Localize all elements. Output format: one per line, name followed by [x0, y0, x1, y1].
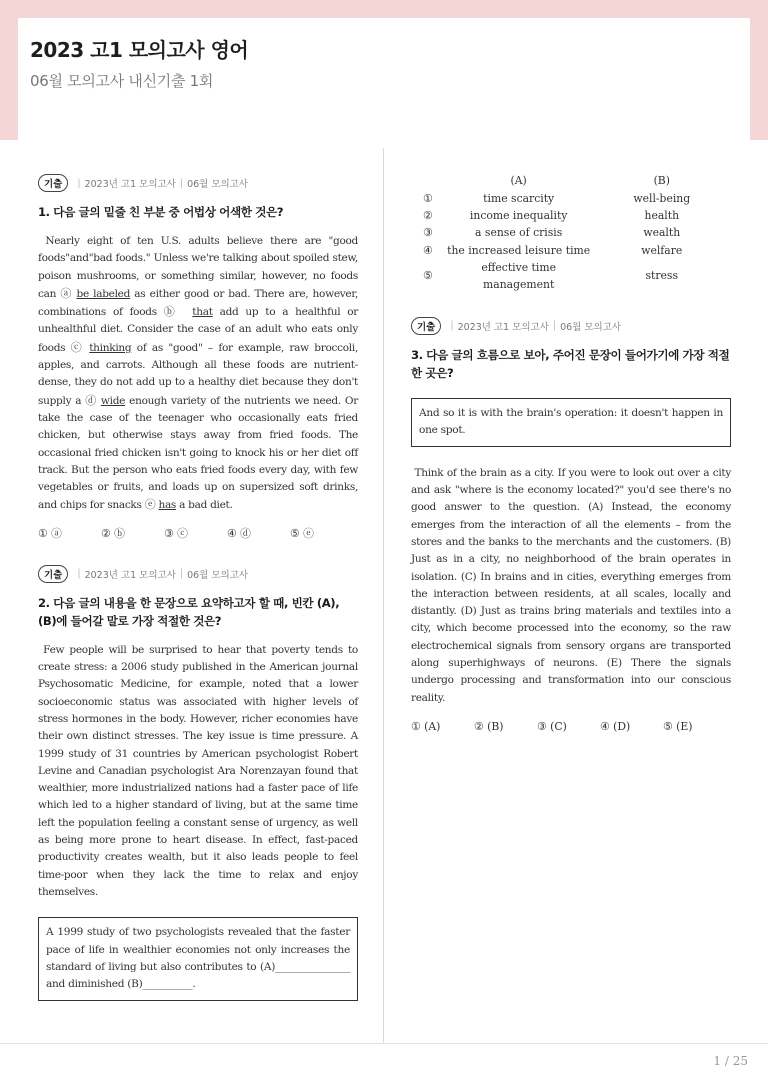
cell-b: well-being: [633, 191, 691, 205]
cell-a: a sense of crisis: [475, 226, 563, 240]
question-3-title: 3. 다음 글의 흐름으로 보아, 주어진 문장이 들어가기에 가장 적절한 곳은?: [411, 347, 730, 380]
question-2-passage: [38, 642, 358, 901]
question-3: [411, 317, 731, 733]
passage-text: Think of the brain as a city. If you were to look out over a city and ask "where is the economy located?" you'd see there's no good answer to the question. (A) Instead, the economy emerges from the interaction of all the elements – from the stores and the banks to the merchants and the customers. (B) Just as in a city, no neighborhood of the brain operates in isolation. (C) In brains and in cities, everything emerges from the interaction between residents, at all scales, locally and distantly. (D) Just as trains bring materials and textiles into a city, which become processed into the economy, so the raw electrochemical signals from sensory organs are transported along superhighways of neurons. (E) There the signals undergo processing and transformation into our conscious reality.: [411, 466, 731, 704]
page-title: 2023 고1 모의고사 영어: [30, 38, 249, 62]
column-b-header: (B): [653, 174, 670, 188]
row-number: ③: [423, 226, 433, 240]
question-1-title: 1. 다음 글의 밑줄 친 부분 중 어법상 어색한 것은?: [38, 205, 284, 219]
mark-d: ⓓ: [85, 393, 97, 407]
question-3-choices: [411, 720, 731, 733]
column-divider: [383, 148, 384, 1043]
source-year: 2023년 고1 모의고사: [84, 569, 176, 581]
passage-text: a bad diet.: [176, 499, 233, 512]
question-3-given-sentence: [411, 398, 731, 447]
footer-rule: [0, 1043, 768, 1044]
mark-a: ⓐ: [60, 286, 73, 300]
source-year: 2023년 고1 모의고사: [84, 179, 176, 190]
question-2-source: [38, 565, 358, 583]
cell-b: stress: [645, 269, 679, 283]
left-column: [38, 174, 358, 1001]
column-a-header: (A): [510, 174, 527, 188]
cell-a: time scarcity: [483, 191, 555, 205]
passage-text: Few people will be surprised to hear that poverty tends to create stress: a 2006 study published in the American journal Psychosomatic Medicine, for example, noted that a lower socioeconomic status was associated with higher levels of stress hormones in the body. However, richer economies have their own distinct stresses. The key issue is time pressure. A 1999 study of 31 countries by American psychologist Robert Levine and Canadian psychologist Ara Norenzayan found that wealthier, more industrialized nations had a faster pace of life which led to a higher standard of living, but at the same time left the population feeling a constant sense of urgency, as well as being more prone to heart disease. In effect, fast-paced productivity creates wealth, but it also leads people to feel time-poor when they lack the time to relax and enjoy themselves.: [38, 643, 358, 898]
source-month: 06월 모의고사: [187, 569, 249, 581]
question-2-title: 2. 다음 글의 내용을 한 문장으로 요약하고자 할 때, 빈칸 (A), (B)에 들어갈 말로 가장 적절한 것은?: [38, 595, 340, 628]
separator: |: [552, 320, 557, 332]
cell-b: health: [644, 208, 680, 222]
question-1: [38, 174, 358, 541]
passage-text: Nearly eight of ten U.S. adults believe there are "good foods"and"bad foods." Unless we're talking about spoiled stew, poison mushrooms, or something similar, however, no foods can: [38, 235, 358, 300]
question-1-source: [38, 174, 358, 192]
right-column: [411, 172, 731, 733]
source-year: 2023년 고1 모의고사: [457, 321, 549, 333]
choice-2[interactable]: ② (B): [474, 719, 504, 733]
table-row[interactable]: [411, 242, 731, 259]
summary-text: A 1999 study of two psychologists revealed that the faster pace of life in wealthier economies not only increases the standard of living but also contributes to (A)_______________ and diminished (B)__________.: [46, 926, 350, 991]
choice-4[interactable]: ④ (D): [600, 719, 631, 733]
question-2-answer-table: [411, 172, 731, 293]
choice-3[interactable]: ③ ⓒ: [164, 526, 188, 540]
cell-a: income inequality: [469, 208, 568, 222]
underlined-d: wide: [100, 394, 126, 407]
question-2-summary-box: [38, 917, 358, 1001]
underlined-c: thinking: [89, 341, 132, 354]
choice-1[interactable]: ① ⓐ: [38, 526, 62, 540]
table-row[interactable]: [411, 224, 731, 241]
exam-tag-badge: 기출: [38, 174, 68, 192]
cell-b: wealth: [643, 226, 681, 240]
question-3-passage: [411, 465, 731, 707]
exam-tag-badge: 기출: [38, 565, 68, 583]
separator: |: [179, 177, 184, 189]
mark-b: ⓑ: [163, 305, 179, 319]
question-1-passage: [38, 233, 358, 515]
choice-5[interactable]: ⑤ (E): [663, 719, 693, 733]
page-number: 1 / 25: [713, 1054, 748, 1068]
choice-2[interactable]: ② ⓑ: [101, 526, 125, 540]
given-sentence-text: And so it is with the brain's operation: it doesn't happen in one spot.: [419, 406, 723, 437]
question-1-choices: [38, 526, 358, 541]
row-number: ⑤: [423, 269, 433, 283]
source-month: 06월 모의고사: [560, 321, 622, 333]
passage-text: add up to a healthful or unhealthful diet. Consider the case of an adult who eats only foods: [38, 306, 359, 354]
cell-a: effective time management: [481, 260, 556, 291]
choice-4[interactable]: ④ ⓓ: [227, 526, 251, 540]
passage-text: as either good or bad. There are, however, combinations of foods: [38, 287, 359, 319]
question-3-source: [411, 317, 731, 335]
choice-1[interactable]: ① (A): [411, 719, 441, 733]
row-number: ①: [423, 191, 433, 205]
underlined-b: that: [192, 306, 213, 319]
cell-a: the increased leisure time: [447, 243, 591, 257]
row-number: ④: [423, 243, 433, 257]
table-row[interactable]: [411, 189, 731, 206]
table-row[interactable]: [411, 259, 731, 293]
passage-text: enough variety of the nutrients we need. Or take the case of the teenager who occasionally eats fried chicken, but otherwise stays away from fried foods. The occasional fried chicken isn't going to knock his or her diet off track. But the person who eats fried foods every day, with few vegetables or fruits, and loads up on supersized soft drinks, and chips for snacks: [38, 394, 358, 512]
separator: |: [450, 320, 454, 332]
separator: |: [77, 177, 81, 189]
underlined-a: be labeled: [76, 287, 131, 300]
question-2: [38, 565, 358, 1001]
passage-text: of as "good" – for example, raw broccoli, apples, and carrots. Although all these foods are nutrient-dense, they do not add up to a healthy diet because they don't supply a: [38, 341, 358, 407]
page-subtitle: 06월 모의고사 내신기출 1회: [30, 72, 214, 90]
mark-c: ⓒ: [70, 340, 84, 354]
source-month: 06월 모의고사: [187, 179, 249, 190]
choice-5[interactable]: ⑤ ⓔ: [290, 526, 314, 540]
table-row[interactable]: [411, 207, 731, 224]
cell-b: welfare: [641, 243, 683, 257]
separator: |: [77, 568, 81, 580]
underlined-e: has: [158, 499, 177, 512]
table-header: [411, 172, 731, 189]
exam-tag-badge: 기출: [411, 317, 441, 335]
mark-e: ⓔ: [144, 498, 156, 512]
choice-3[interactable]: ③ (C): [537, 719, 567, 733]
row-number: ②: [423, 208, 433, 222]
separator: |: [179, 568, 184, 580]
